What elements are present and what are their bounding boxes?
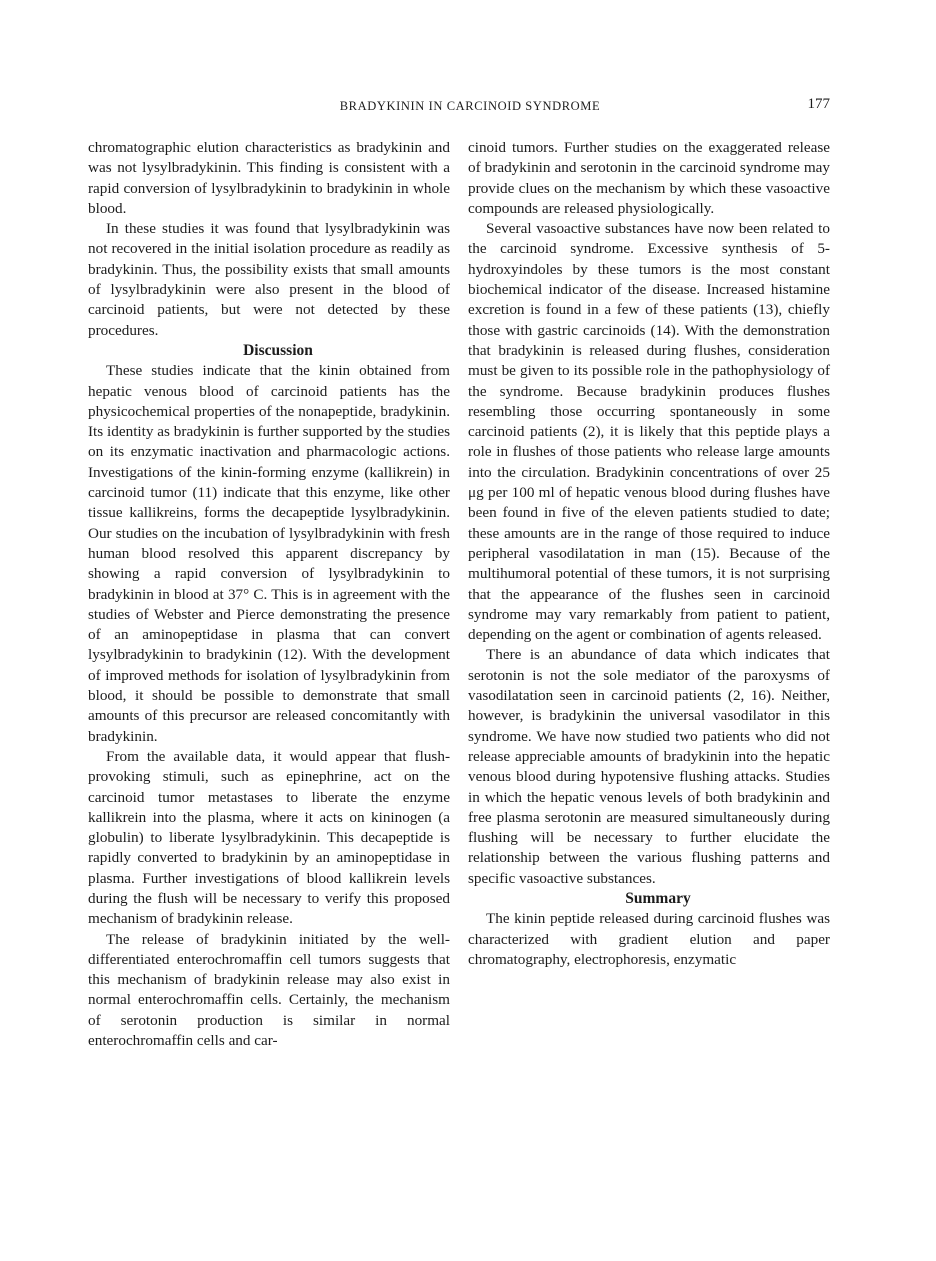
right-paragraph-3: There is an abundance of data which indicates that serotonin is not the sole mediator of the paroxysms of vasodilatation seen in carcinoid patients (2, 16). Neither, however, is bradykinin the universal vasodilator in this syndrome. We have now studied two patients who did not release appreciable amounts of bradykinin into the hepatic venous blood during hypotensive flushing attacks. Studies in which the hepatic venous levels of both bradykinin and free plasma serotonin are measured simultaneously during flushing will be necessary to further elucidate the relationship between the various flushing patterns and specific vasoactive substances. [468,646,830,887]
left-paragraph-1: chromatographic elution characteristics as bradykinin and was not lysylbradykinin. This finding is consistent with a rapid conversion of lysylbradykinin to bradykinin in whole blood. [88,139,450,217]
right-paragraph-1: cinoid tumors. Further studies on the exaggerated release of bradykinin and serotonin in the carcinoid syndrome may provide clues on the mechanism by which these vasoactive compounds are released physiologically. [468,139,830,217]
right-paragraph-4: The kinin peptide released during carcinoid flushes was characterized with gradient elution and paper chromatography, electrophoresis, enzymatic [468,910,830,968]
left-paragraph-2: In these studies it was found that lysylbradykinin was not recovered in the initial isolation procedure as readily as bradykinin. Thus, the possibility exists that small amounts of lysylbradykinin were also present in the blood of carcinoid patients, but were not detected by these procedures. [88,220,450,339]
discussion-heading: Discussion [243,341,313,359]
right-column [468,138,830,970]
left-paragraph-3: These studies indicate that the kinin obtained from hepatic venous blood of carcinoid patients has the physicochemical properties of the nonapeptide, bradykinin. Its identity as bradykinin is further supported by the studies on its enzymatic inactivation and pharmacologic actions. Investigations of the kinin-forming enzyme (kallikrein) in carcinoid tumor (11) indicate that this enzyme, like other tissue kallikreins, forms the decapeptide lysylbradykinin. Our studies on the incubation of lysylbradykinin with fresh human blood resolved this apparent discrepancy by showing a rapid conversion of lysylbradykinin to bradykinin in blood at 37° C. This is in agreement with the studies of Webster and Pierce demonstrating the presence of an aminopeptidase in plasma that can convert lysylbradykinin to bradykinin (12). With the development of improved methods for isolation of lysylbradykinin from blood, it should be possible to demonstrate that small amounts of this precursor are released concomitantly with bradykinin. [88,362,450,745]
left-paragraph-5: The release of bradykinin initiated by the well-differentiated enterochromaffin cell tumors suggests that this mechanism of bradykinin release may also exist in normal enterochromaffin cells. Certainly, the mechanism of serotonin production is similar in normal enterochromaffin cells and car- [88,930,450,1050]
running-title: BRADYKININ IN CARCINOID SYNDROME [339,99,601,113]
right-paragraph-2: Several vasoactive substances have now been related to the carcinoid syndrome. Excessive synthesis of 5-hydroxyindoles by these tumors is the most constant biochemical indicator of the disease. Increased histamine excretion is found in a few of these patients (13), chiefly those with gastric carcinoids (14). With the demonstration that bradykinin is released during flushes, consideration must be given to its possible role in the pathophysiology of the syndrome. Because bradykinin produces flushes resembling those occurring spontaneously in some carcinoid patients (2), it is likely that this peptide plays a role in flushes of those patients who release large amounts into the circulation. Bradykinin concentrations of over 25 μg per 100 ml of hepatic venous blood during flushes have been found in five of the eleven patients studied to date; these amounts are in the range of those required to induce peripheral vasodilatation in man (15). Because of the multihumoral potential of these tumors, it is not surprising that the appearance of the flushes seen in carcinoid syndrome may vary remarkably from patient to patient, depending on the agent or combination of agents released. [468,220,830,644]
page-number: 177 [807,96,830,112]
left-column [88,138,450,1051]
summary-heading: Summary [625,889,691,907]
left-paragraph-4: From the available data, it would appear that flush-provoking stimuli, such as epinephrine, act on the carcinoid tumor metastases to liberate the enzyme kallikrein into the plasma, where it acts on kininogen (a globulin) to liberate lysylbradykinin. This decapeptide is rapidly converted to bradykinin by an aminopeptidase in plasma. Further investigations of blood kallikrein levels during the flush will be necessary to verify this proposed mechanism of bradykinin release. [88,747,450,928]
